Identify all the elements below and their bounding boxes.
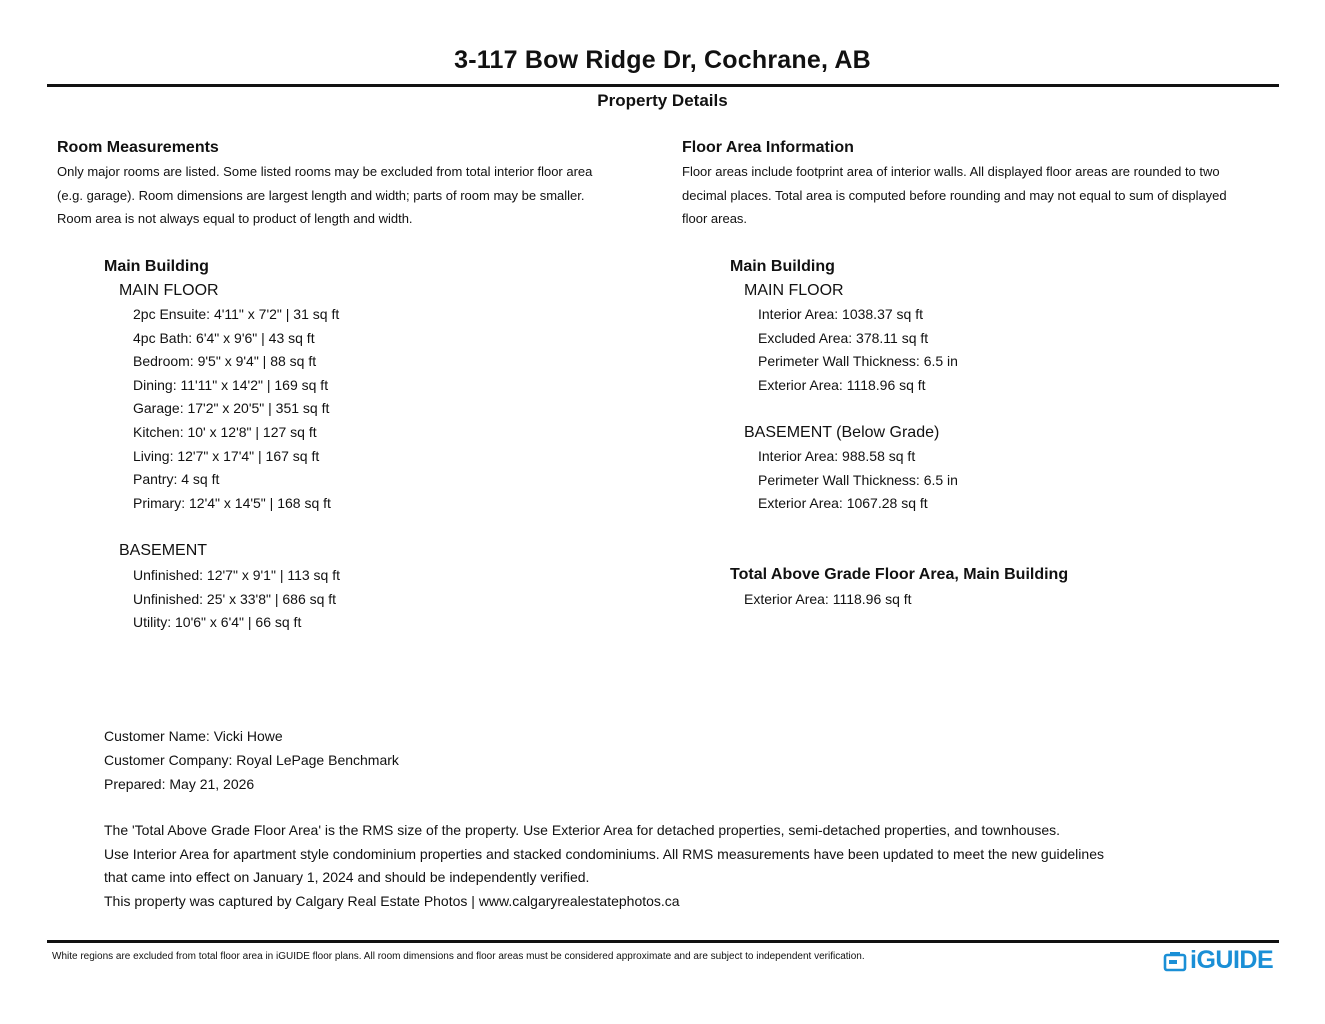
rooms-building-heading: Main Building (104, 258, 209, 275)
floor-area-heading: Floor Area Information (682, 139, 854, 156)
iguide-logo-text: iGUIDE (1190, 946, 1274, 974)
page-subtitle: Property Details (597, 91, 728, 110)
list-item: Kitchen: 10' x 12'8" | 127 sq ft (133, 423, 317, 440)
total-area-value: Exterior Area: 1118.96 sq ft (744, 591, 912, 607)
list-item: Dining: 11'11" x 14'2" | 169 sq ft (133, 376, 329, 393)
description-line: Floor areas include footprint area of interior walls. All displayed floor areas are rounded to two (682, 164, 1220, 179)
list-item: Perimeter Wall Thickness: 6.5 in (758, 471, 958, 488)
description-line: floor areas. (682, 211, 748, 226)
rooms-basement-label: BASEMENT (119, 542, 208, 559)
list-item: Interior Area: 1038.37 sq ft (758, 306, 923, 322)
list-item: Unfinished: 25' x 33'8" | 686 sq ft (133, 590, 337, 607)
total-area-heading: Total Above Grade Floor Area, Main Building (730, 566, 1069, 583)
list-item: Excluded Area: 378.11 sq ft (758, 329, 929, 346)
list-item: Exterior Area: 1118.96 sq ft (758, 376, 926, 393)
footer-disclaimer: White regions are excluded from total floor area in iGUIDE floor plans. All room dimensions and floor areas must be considered approximate and are subject to independent verification. (52, 951, 865, 962)
page-title: 3-117 Bow Ridge Dr, Cochrane, AB (454, 46, 871, 74)
rms-notes (104, 819, 1104, 913)
area-building-heading: Main Building (730, 258, 835, 275)
customer-company: Customer Company: Royal LePage Benchmark (104, 752, 399, 768)
list-item: Garage: 17'2" x 20'5" | 351 sq ft (133, 400, 330, 417)
list-item: Living: 12'7" x 17'4" | 167 sq ft (133, 447, 320, 464)
list-item: Interior Area: 988.58 sq ft (758, 448, 916, 464)
main-floor-room-list (133, 303, 339, 515)
room-measurements-description (57, 160, 592, 231)
list-item: Perimeter Wall Thickness: 6.5 in (758, 353, 958, 370)
list-item: Utility: 10'6" x 6'4" | 66 sq ft (133, 614, 302, 631)
basement-area-list (758, 445, 958, 516)
footer-divider (47, 940, 1279, 943)
header-divider (47, 84, 1279, 87)
description-line: Only major rooms are listed. Some listed rooms may be excluded from total interior floor area (57, 164, 593, 179)
area-basement-label: BASEMENT (Below Grade) (744, 424, 940, 441)
note-line: This property was captured by Calgary Real Estate Photos | www.calgaryrealestatephotos.ca (104, 892, 680, 909)
note-line: The 'Total Above Grade Floor Area' is the RMS size of the property. Use Exterior Area for detached properties, semi-detached properties, and townhouses. (104, 822, 1061, 838)
main-floor-area-list (758, 303, 958, 397)
iguide-camera-icon (1163, 950, 1187, 972)
rooms-main-floor-label: MAIN FLOOR (119, 282, 219, 299)
area-main-floor-label: MAIN FLOOR (744, 282, 844, 299)
list-item: 4pc Bath: 6'4" x 9'6" | 43 sq ft (133, 329, 315, 346)
list-item: Bedroom: 9'5" x 9'4" | 88 sq ft (133, 353, 317, 370)
description-line: decimal places. Total area is computed before rounding and may not equal to sum of displayed (682, 187, 1227, 203)
list-item: Pantry: 4 sq ft (133, 471, 220, 488)
list-item: 2pc Ensuite: 4'11" x 7'2" | 31 sq ft (133, 306, 340, 322)
customer-info (104, 724, 399, 796)
room-measurements-heading: Room Measurements (57, 139, 219, 156)
customer-name: Customer Name: Vicki Howe (104, 728, 283, 744)
basement-room-list (133, 564, 340, 635)
iguide-logo (1163, 946, 1273, 975)
note-line: Use Interior Area for apartment style condominium properties and stacked condominiums. All RMS measurements have been updated to meet the new guidelines (104, 845, 1104, 862)
list-item: Exterior Area: 1067.28 sq ft (758, 495, 928, 512)
list-item: Unfinished: 12'7" x 9'1" | 113 sq ft (133, 567, 341, 583)
description-line: Room area is not always equal to product of length and width. (57, 211, 413, 226)
list-item: Primary: 12'4" x 14'5" | 168 sq ft (133, 494, 331, 511)
description-line: (e.g. garage). Room dimensions are largest length and width; parts of room may be smaller. (57, 187, 585, 203)
floor-area-description (682, 160, 1227, 231)
note-line: that came into effect on January 1, 2024 and should be independently verified. (104, 869, 590, 886)
prepared-date: Prepared: May 21, 2026 (104, 776, 255, 792)
